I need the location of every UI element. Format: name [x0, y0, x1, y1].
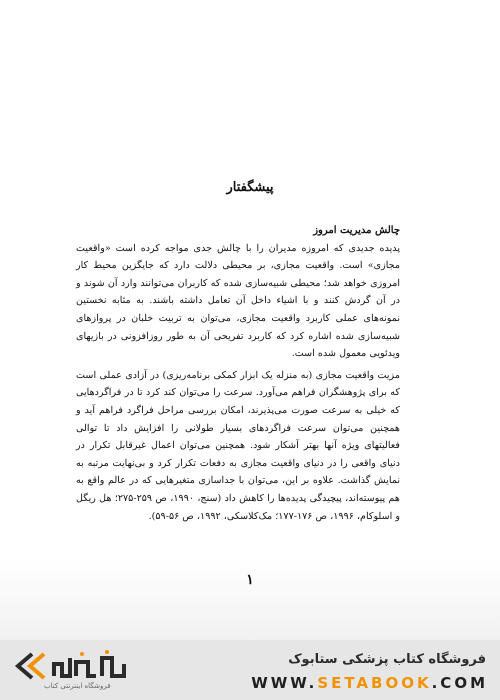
paragraph-2: مزیت واقعیت مجازی (به منزله یک ابزار کمکی برنامه‌ریزی) در آزادی عملی است که برای پژوهشگران فراهم می‌آورد. سرعت را می‌توان کند کرد تا در فراگردهایی که خیلی به سرعت صورت می‌پذیرند، امکان بررسی مراحل فراگرد فراهم آید و همچنین می‌توان سرعت فراگردهای بسیار طولانی را افزایش داد تا توالی فعالیتهای ویژه آنها بهتر آشکار شود. همچنین می‌توان اعمال غیرقابل تکرار در دنیای واقعی را در دنیای واقعیت مجازی به دفعات تکرار کرد و بی‌نهایت مرتبه به نمایش گذاشت. علاوه بر این، می‌توان با جداسازی متغیرهایی که در عالم واقع به هم پیوسته‌اند، پیچیدگی پدیده‌ها را کاهش داد (سنج، ۱۹۹۰، ص ۲۵۹-۲۷۵؛ هل ریگل و اسلوکام، ۱۹۹۶، ص ۱۷۶-۱۷۷؛ مک‌کلاسکی، ۱۹۹۲، ص ۵۶-۵۹).: [76, 369, 400, 522]
section-heading: چالش مدیریت امروز: [313, 225, 400, 236]
paragraph-1: پدیده جدیدی که امروزه مدیران را با چالش جدی مواجه کرده است «واقعیت مجازی» است. واقعیت مجازی، بر محیطی دلالت دارد که جایگزین محیط کار امروزی خواهد شد؛ محیطی شبیه‌سازی شده که کاربران می‌توانند وارد آن شوند و در آن گردش کنند و با اشیاء داخل آن تعامل داشته باشند. به مثابه نخستین نمونه‌های عملی کاربرد واقعیت مجازی، می‌توان به تربیت خلبان در پروازهای شبیه‌سازی شده اشاره کرد که کاربرد تفریحی آن به طور روزافزونی در بازیهای ویدئویی معمول شده است.: [76, 242, 400, 360]
url-accent: SETABOOK: [317, 674, 432, 692]
store-name: فروشگاه کتاب پزشکی ستابوک: [288, 652, 486, 667]
page-number: ۱: [246, 572, 254, 588]
url-prefix: WWW.: [251, 674, 318, 692]
url-suffix: .COM: [431, 674, 488, 692]
logo-tagline: فروشگاه اینترنتی کتاب: [44, 682, 111, 690]
store-url[interactable]: [251, 674, 488, 692]
page-body: [76, 222, 400, 529]
page-title: پیشگفتار: [226, 180, 274, 195]
store-banner: [0, 640, 500, 700]
